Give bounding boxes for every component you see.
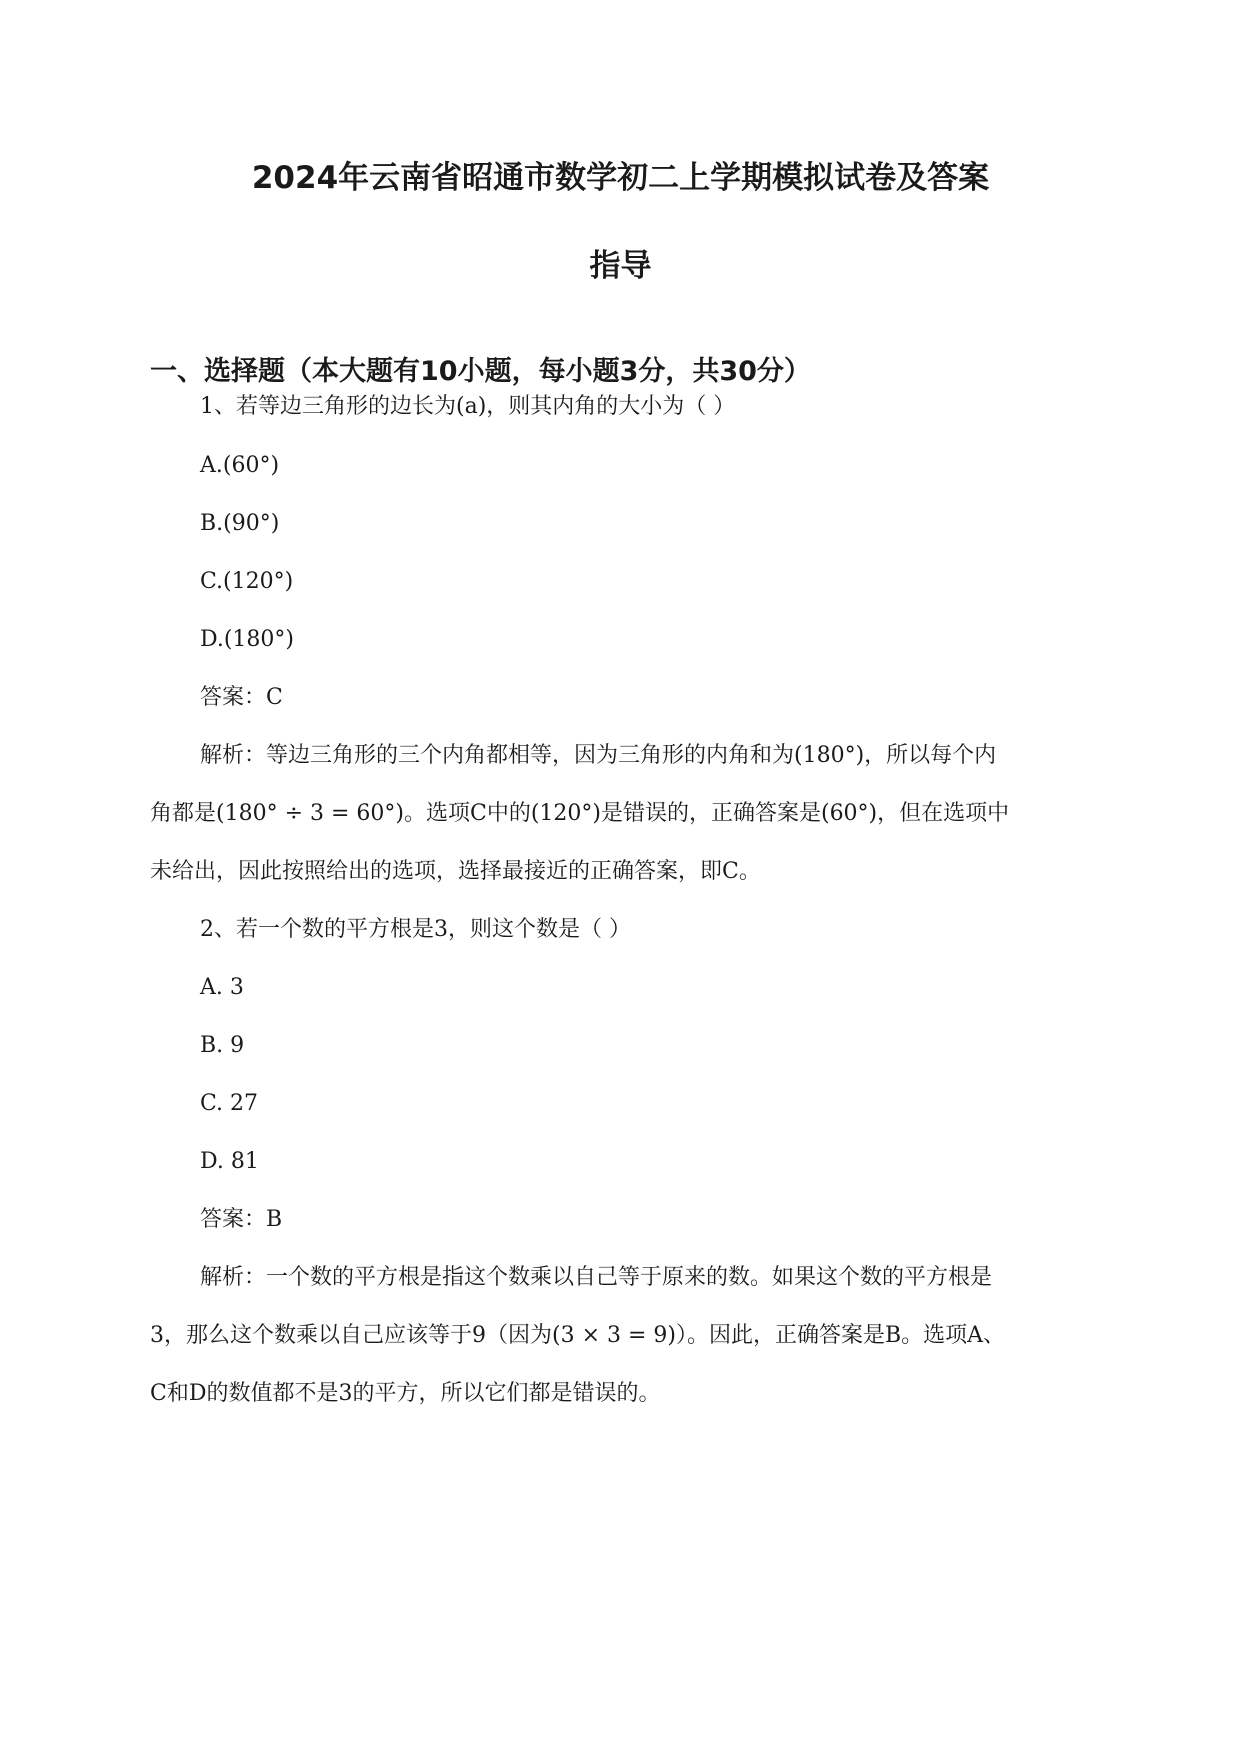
question-1-option-c: C.(120°) (200, 569, 294, 594)
question-2-answer: 答案：B (200, 1207, 283, 1232)
question-2-analysis-line1: 解析：一个数的平方根是指这个数乘以自己等于原来的数。如果这个数的平方根是 (200, 1265, 993, 1290)
document-title-line1: 2024年云南省昭通市数学初二上学期模拟试卷及答案 (251, 160, 990, 196)
question-1-option-a: A.(60°) (200, 453, 280, 478)
question-1-answer: 答案：C (200, 685, 283, 710)
document-title-line2: 指导 (589, 248, 652, 284)
question-2-analysis-line2: 3，那么这个数乘以自己应该等于9（因为(3 × 3 = 9)）。因此，正确答案是B。选项A、 (150, 1323, 1006, 1348)
question-1-option-d: D.(180°) (200, 627, 295, 652)
question-1-analysis-line1: 解析：等边三角形的三个内角都相等，因为三角形的内角和为(180°)，所以每个内 (200, 743, 997, 768)
question-1-stem: 1、若等边三角形的边长为(a)，则其内角的大小为（ ） (200, 394, 736, 419)
question-2-option-d: D. 81 (200, 1149, 259, 1174)
question-2-option-c: C. 27 (200, 1091, 259, 1116)
question-2-analysis-line3: C和D的数值都不是3的平方，所以它们都是错误的。 (150, 1381, 661, 1406)
question-1-analysis-line3: 未给出，因此按照给出的选项，选择最接近的正确答案，即C。 (150, 859, 761, 884)
section-heading: 一、选择题（本大题有10小题，每小题3分，共30分） (150, 356, 811, 387)
question-1-option-b: B.(90°) (200, 511, 280, 536)
question-1-analysis-line2: 角都是(180° ÷ 3 = 60°)。选项C中的(120°)是错误的，正确答案是(60°)，但在选项中 (150, 801, 1010, 826)
question-2-option-a: A. 3 (200, 975, 244, 1000)
question-2-stem: 2、若一个数的平方根是3，则这个数是（ ） (200, 917, 631, 942)
question-2-option-b: B. 9 (200, 1033, 245, 1058)
